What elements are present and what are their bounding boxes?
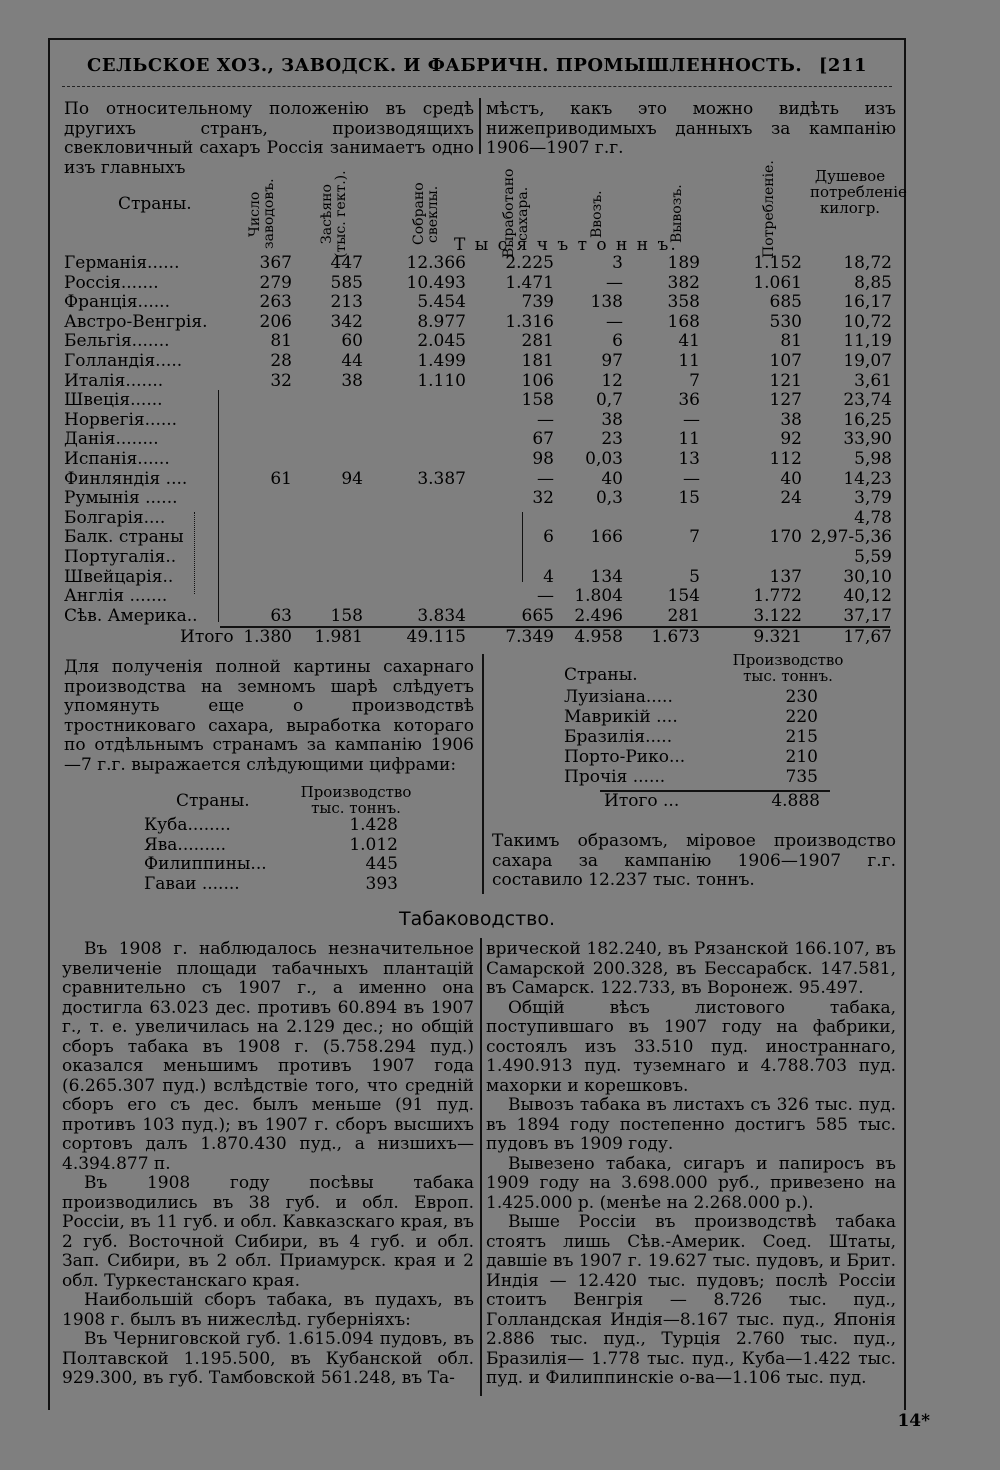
cell-export: 382	[667, 272, 700, 293]
tobacco-right-paragraph: Общій вѣсъ листового табака, поступившаго въ 1907 году на фабрики, состоялъ изъ 33.510 пуд. иностраннаго, 1.490.913 пуд. туземнаго и 4.788.703 пуд. махорки и корешковъ.	[486, 997, 896, 1096]
col-header-country: Страны.	[118, 194, 192, 214]
cell-export: 41	[678, 331, 700, 352]
total-consumption: 9.321	[753, 627, 802, 647]
cell-import: 38	[601, 409, 623, 430]
cane-right-value: 230	[785, 687, 818, 707]
cell-consumption: 1.152	[753, 253, 802, 273]
cane-left-country: Куба........	[144, 815, 231, 835]
cell-per-capita: 3,61	[854, 370, 892, 391]
cell-per-capita: 14,23	[843, 468, 892, 489]
cell-consumption: 107	[769, 351, 802, 371]
cell-harvest: 8.977	[417, 311, 466, 332]
cane-left-value: 1.012	[349, 834, 398, 855]
row-country: Бельгія.......	[64, 331, 170, 352]
tobacco-right-paragraph: Вывезено табака, сигаръ и папиросъ въ 1909 году на 3.698.000 руб., привезено на 1.425.000 р. (менѣе на 2.268.000 р.).	[486, 1153, 896, 1213]
cell-consumption: 137	[769, 566, 802, 587]
cane-left-country: Ява.........	[144, 834, 227, 855]
total-factories: 1.380	[243, 627, 292, 647]
cell-per-capita: 5,59	[854, 547, 892, 567]
cell-produced: 181	[521, 351, 554, 371]
cell-consumption: 3.122	[753, 605, 802, 626]
cell-per-capita: 33,90	[843, 429, 892, 450]
col-header-harvest: Собрано свеклы.	[411, 182, 441, 246]
row-country: Швеція......	[64, 390, 163, 411]
cell-import: 0,03	[585, 449, 623, 469]
tobacco-left-paragraph: Наибольшій сборъ табака, въ пудахъ, въ 1908 г. былъ въ нижеслѣд. губерніяхъ:	[62, 1290, 474, 1330]
total-sown: 1.981	[314, 627, 363, 647]
row-country: Англія .......	[64, 586, 168, 607]
group-brace-large	[218, 390, 219, 622]
cell-export: —	[683, 409, 700, 430]
cane-right-total-value: 4.888	[771, 791, 820, 811]
cell-produced: 98	[532, 449, 554, 469]
cell-produced: 6	[543, 527, 554, 548]
cell-consumption: 92	[780, 429, 802, 450]
cell-export: 36	[678, 390, 700, 411]
cell-consumption: 112	[769, 449, 802, 469]
cell-harvest: 2.045	[417, 331, 466, 352]
cell-consumption: 121	[769, 370, 802, 391]
row-country: Россія.......	[64, 272, 159, 293]
cell-factories: 63	[270, 605, 292, 626]
col-header-export: Вывозъ.	[669, 184, 685, 244]
cell-sown: 342	[330, 311, 363, 332]
cell-produced: 4	[543, 566, 554, 587]
cell-sown: 213	[330, 292, 363, 313]
row-country: Португалія..	[64, 547, 177, 567]
row-country: Германія......	[64, 253, 180, 273]
tobacco-right-column	[486, 940, 896, 1389]
cell-export: 7	[689, 527, 700, 548]
row-country: Болгарія....	[64, 507, 166, 528]
cell-produced: 739	[521, 292, 554, 313]
cell-consumption: 1.772	[753, 586, 802, 607]
cell-sown: 585	[330, 272, 363, 293]
tobacco-column-rule	[480, 938, 482, 1396]
cell-produced: —	[537, 586, 554, 607]
cell-sown: 158	[330, 605, 363, 626]
cell-harvest: 5.454	[417, 292, 466, 313]
col-header-sown: Засѣяно (тыс. гект.).	[319, 170, 349, 258]
cell-harvest: 1.110	[417, 370, 466, 391]
cell-import: 0,7	[595, 390, 623, 411]
cell-per-capita: 11,19	[843, 331, 892, 352]
cell-factories: 61	[270, 468, 292, 489]
running-header	[50, 56, 904, 76]
cell-sown: 44	[341, 351, 363, 371]
cane-right-total-label: Итого ...	[604, 791, 680, 811]
cell-produced: 2.225	[505, 253, 554, 273]
cell-per-capita: 4,78	[854, 507, 892, 528]
total-export: 1.673	[651, 627, 700, 647]
brace-balkan-values	[522, 512, 528, 582]
cell-produced: 281	[521, 331, 554, 352]
col-header-factories: Число заводовъ.	[247, 178, 277, 250]
cell-export: 168	[667, 311, 700, 332]
cane-left-country: Гаваи .......	[144, 873, 240, 894]
cane-left-value: 1.428	[349, 815, 398, 835]
cell-produced: 1.471	[505, 272, 554, 293]
cane-left-value: 445	[365, 854, 398, 875]
cane-column-rule	[482, 654, 484, 894]
cell-import: 23	[601, 429, 623, 450]
tobacco-right-paragraph: Выше Россіи въ производствѣ табака стоятъ лишь Сѣв.-Америк. Соед. Штаты, давшіе въ 1907 г. 19.627 тыс. пудовъ, и Брит. Индія — 12.420 тыс. пудовъ; послѣ Россіи стоитъ Венгрія — 8.726 тыс. пуд., Голландская Индія—8.167 тыс. пуд., Японія 2.886 тыс. пуд., Турція 2.760 тыс. пуд., Бразилія— 1.778 тыс. пуд., Куба—1.422 тыс. пуд. и Филиппинскіе о-ва—1.106 тыс. пуд.	[486, 1212, 896, 1388]
intro-right-text: мѣстъ, какъ это можно видѣть изъ нижеприводимыхъ данныхъ за кампанію 1906—1907 г.г.	[486, 99, 896, 158]
intro-left-text: По относительному положенію въ средѣ другихъ странъ, производящихъ свекловичный сахаръ Россія занимаетъ одно изъ главныхъ	[64, 99, 474, 178]
cell-consumption: 127	[769, 390, 802, 411]
cell-harvest: 10.493	[406, 272, 466, 293]
total-produced: 7.349	[505, 627, 554, 647]
cell-import: 12	[601, 370, 623, 391]
cane-right-country: Луизіана.....	[564, 687, 673, 707]
cell-produced: 665	[521, 605, 554, 626]
total-import: 4.958	[574, 627, 623, 647]
cell-import: 6	[612, 331, 623, 352]
cell-consumption: 24	[780, 488, 802, 509]
cane-right-country: Маврикій ....	[564, 707, 678, 727]
cell-produced: —	[537, 468, 554, 489]
cell-per-capita: 8,85	[854, 272, 892, 293]
cell-per-capita: 16,17	[843, 292, 892, 313]
page-number: [211	[818, 55, 867, 76]
cell-export: 11	[678, 351, 700, 371]
row-country: Швейцарія..	[64, 566, 174, 587]
tobacco-right-paragraph: врической 182.240, въ Рязанской 166.107, въ Самарской 200.328, въ Бессарабск. 147.581, въ Самарск. 122.733, въ Воронеж. 95.497.	[486, 939, 896, 998]
cell-export: 11	[678, 429, 700, 450]
row-country: Сѣв. Америка..	[64, 605, 198, 626]
total-harvest: 49.115	[406, 627, 466, 647]
cell-produced: 67	[532, 429, 554, 450]
tobacco-left-paragraph: Въ 1908 году посѣвы табака производились въ 38 губ. и обл. Европ. Россіи, въ 11 губ. и обл. Кавказскаго края, въ 2 губ. Восточной Сибири, въ 4 губ. и обл. Зап. Сибири, въ 2 обл. Приамурск. края и 2 обл. Туркестанскаго края.	[62, 1173, 474, 1291]
total-per-capita: 17,67	[843, 627, 892, 647]
cell-consumption: 38	[780, 409, 802, 430]
cell-harvest: 3.834	[417, 605, 466, 626]
cell-sown: 60	[341, 331, 363, 352]
row-country: Франція......	[64, 292, 170, 313]
cell-produced: 158	[521, 390, 554, 411]
cell-import: 40	[601, 468, 623, 489]
cell-consumption: 530	[769, 311, 802, 332]
cell-export: 189	[667, 253, 700, 273]
cell-factories: 367	[259, 253, 292, 273]
cane-intro-text: Для полученія полной картины сахарнаго производства на земномъ шарѣ слѣдуетъ упомянуть еще о производствѣ тростниковаго сахара, выработка котораго по отдѣльнымъ странамъ за кампанію 1906—7 г.г. выражается слѣдующими цифрами:	[64, 657, 474, 775]
cell-consumption: 1.061	[753, 272, 802, 293]
cell-factories: 81	[270, 331, 292, 352]
cane-left-value: 393	[365, 873, 398, 894]
row-country: Норвегія......	[64, 409, 178, 430]
cell-sown: 38	[341, 370, 363, 391]
cell-factories: 32	[270, 370, 292, 391]
cell-factories: 279	[259, 272, 292, 293]
cell-sown: 447	[330, 253, 363, 273]
header-divider	[62, 86, 892, 90]
cell-import: —	[606, 272, 623, 293]
tobacco-left-paragraph: Въ Черниговской губ. 1.615.094 пудовъ, въ Полтавской 1.195.500, въ Кубанской обл. 929.300, въ губ. Тамбовской 561.248, въ Та-	[62, 1329, 474, 1388]
row-country: Румынія ......	[64, 488, 178, 509]
cell-harvest: 1.499	[417, 351, 466, 371]
unit-label: Т ы с я ч ъ т о н н ъ.	[454, 235, 678, 255]
cell-export: 281	[667, 605, 700, 626]
cane-left-col-country: Страны.	[176, 791, 250, 811]
col-header-import: Ввозъ.	[589, 190, 605, 238]
cell-factories: 28	[270, 351, 292, 371]
cell-produced: —	[537, 409, 554, 430]
cane-left-col-prod: Производство тыс. тоннъ.	[300, 783, 412, 817]
cell-import: 97	[601, 351, 623, 371]
row-country: Данія........	[64, 429, 159, 450]
cell-factories: 206	[259, 311, 292, 332]
tobacco-left-column	[62, 940, 474, 1389]
col-header-consumption: Потребленіе.	[761, 160, 777, 258]
row-country: Испанія......	[64, 449, 170, 469]
col-header-produced: Выработано сахара.	[501, 168, 531, 258]
cell-import: 0,3	[595, 488, 623, 509]
cell-export: 358	[667, 292, 700, 313]
cane-right-value: 215	[785, 727, 818, 747]
cell-import: 134	[590, 566, 623, 587]
row-country: Балк. страны	[64, 527, 184, 548]
cell-per-capita: 18,72	[843, 253, 892, 273]
cell-export: 15	[678, 488, 700, 509]
tobacco-left-paragraph: Въ 1908 г. наблюдалось незначительное увеличеніе площади табачныхъ плантацій сравнительно съ 1907 г., а именно она достигла 63.023 дес. противъ 60.894 въ 1907 г., т. е. увеличилась на 2.129 дес.; но общій сборъ табака въ 1908 г. (5.758.294 пуд.) оказался меньшимъ противъ 1907 года (6.265.307 пуд.) вслѣдствіе того, что средній сборъ его съ дес. былъ меньше (91 пуд. противъ 103 пуд.); въ 1907 г. сборъ высшихъ сортовъ далъ 1.870.430 пуд., а низшихъ— 4.394.877 п.	[62, 939, 474, 1174]
cell-export: 7	[689, 370, 700, 391]
cell-produced: 32	[532, 488, 554, 509]
cane-left-country: Филиппины...	[144, 854, 267, 875]
cane-summary-text: Такимъ образомъ, міровое производство сахара за кампанію 1906—1907 г.г. составило 12.237 тыс. тоннъ.	[492, 831, 896, 890]
cell-per-capita: 40,12	[843, 586, 892, 607]
cell-export: 5	[689, 566, 700, 587]
cell-import: 1.804	[574, 586, 623, 607]
cane-right-col-prod: Производство тыс. тоннъ.	[732, 651, 844, 685]
cell-import: 3	[612, 253, 623, 273]
cane-right-value: 210	[785, 747, 818, 767]
cell-consumption: 170	[769, 527, 802, 548]
intro-column-rule	[479, 98, 481, 154]
row-country: Австро-Венгрія.	[64, 311, 208, 332]
cell-export: 13	[678, 449, 700, 469]
cane-right-col-country: Страны.	[564, 665, 638, 685]
cell-per-capita: 19,07	[843, 351, 892, 371]
cell-factories: 263	[259, 292, 292, 313]
row-country: Италія.......	[64, 370, 164, 391]
tobacco-right-paragraph: Вывозъ табака въ листахъ съ 326 тыс. пуд. въ 1894 году постепенно достигъ 585 тыс. пудовъ въ 1909 году.	[486, 1095, 896, 1154]
cane-right-country: Прочія ......	[564, 767, 666, 787]
cell-produced: 1.316	[505, 311, 554, 332]
cane-right-country: Бразилія.....	[564, 727, 673, 747]
cell-import: 166	[590, 527, 623, 548]
cell-consumption: 81	[780, 331, 802, 352]
cell-per-capita: 5,98	[854, 449, 892, 469]
cane-right-value: 220	[785, 707, 818, 727]
cell-import: —	[606, 311, 623, 332]
page-frame	[48, 38, 906, 1410]
cell-per-capita: 2,97-5,36	[810, 527, 892, 548]
cell-per-capita: 10,72	[843, 311, 892, 332]
total-label: Итого	[180, 627, 234, 647]
cell-per-capita: 23,74	[843, 390, 892, 411]
cell-harvest: 12.366	[406, 253, 466, 273]
cane-right-value: 735	[785, 767, 818, 787]
cell-per-capita: 3,79	[854, 488, 892, 509]
cell-sown: 94	[341, 468, 363, 489]
cell-harvest: 3.387	[417, 468, 466, 489]
row-country: Голландія.....	[64, 351, 183, 371]
cell-consumption: 685	[769, 292, 802, 313]
signature-mark: 14*	[897, 1411, 930, 1431]
cell-consumption: 40	[780, 468, 802, 489]
cell-import: 138	[590, 292, 623, 313]
cell-export: 154	[667, 586, 700, 607]
cane-right-country: Порто-Рико...	[564, 747, 686, 767]
col-header-per-capita: Душевое потребленіе килогр.	[810, 167, 907, 217]
group-brace-balkan	[194, 512, 195, 594]
row-country: Финляндія ....	[64, 468, 188, 489]
cell-import: 2.496	[574, 605, 623, 626]
header-title: СЕЛЬСКОЕ ХОЗ., ЗАВОДСК. И ФАБРИЧН. ПРОМЫШЛЕННОСТЬ.	[87, 55, 803, 76]
cell-export: —	[683, 468, 700, 489]
cell-per-capita: 30,10	[843, 566, 892, 587]
cell-per-capita: 16,25	[843, 409, 892, 430]
tobacco-section-title: Табаководство.	[398, 908, 556, 930]
cell-per-capita: 37,17	[843, 605, 892, 626]
cell-produced: 106	[521, 370, 554, 391]
